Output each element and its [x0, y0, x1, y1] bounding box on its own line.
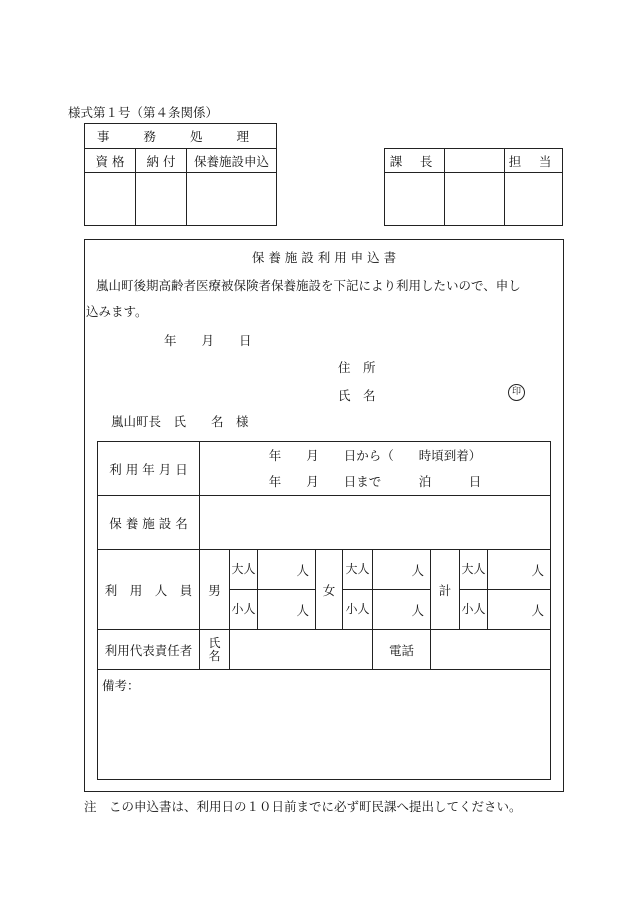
period-label: 利 用 年 月 日 [98, 442, 200, 496]
phone-cell [431, 630, 551, 670]
office-box-cell [136, 173, 187, 226]
users-label: 利 用 人 員 [98, 550, 200, 630]
address-label: 住 所 [338, 360, 376, 375]
representative-name-label: 氏名 [200, 630, 230, 670]
intro-text-line1: 嵐山町後期高齢者医療被保険者保養施設を下記により利用したいので、申し [96, 278, 521, 293]
name-label: 氏 名 [338, 388, 376, 403]
remarks-cell [98, 670, 551, 780]
seal-mark: 印 [508, 384, 525, 401]
application-date: 年 月 日 [164, 333, 252, 348]
remarks-label: 備考： [102, 678, 140, 693]
office-box-cell [187, 173, 277, 226]
phone-label: 電話 [373, 630, 431, 670]
form-title: 保 養 施 設 利 用 申 込 書 [251, 250, 397, 265]
office-box-header: 事 務 処 理 [85, 124, 277, 149]
office-box-payment: 納 付 [136, 149, 187, 173]
total-adult-count: 人 [488, 550, 551, 590]
office-box-cell [85, 173, 136, 226]
representative-name-cell [230, 630, 373, 670]
period-line2: 年 月 日まで 泊 日 [268, 473, 482, 489]
female-adult-label: 大人 [343, 550, 373, 590]
intro-text-line2: 込みます。 [86, 304, 148, 319]
footer-note: 注 この申込書は、利用日の１０日前までに必ず町民課へ提出してください。 [84, 799, 522, 814]
male-child-label: 小人 [230, 590, 258, 630]
male-adult-count: 人 [258, 550, 316, 590]
office-box-qualification: 資 格 [85, 149, 136, 173]
addressee: 嵐山町長 氏 名 様 [111, 414, 249, 429]
facility-label: 保 養 施 設 名 [98, 496, 200, 550]
period-line1: 年 月 日から（ 時頃到着） [268, 447, 482, 463]
approval-cell [445, 173, 505, 226]
representative-label: 利用代表責任者 [98, 630, 200, 670]
female-child-label: 小人 [343, 590, 373, 630]
approval-chief: 課 長 [385, 149, 445, 173]
female-label: 女 [316, 550, 343, 630]
female-adult-count: 人 [373, 550, 431, 590]
male-label: 男 [200, 550, 230, 630]
approval-blank [445, 149, 505, 173]
female-child-count: 人 [373, 590, 431, 630]
form-label: 様式第１号（第４条関係） [68, 105, 219, 120]
approval-box [384, 148, 563, 226]
approval-cell [385, 173, 445, 226]
details-table [97, 441, 551, 780]
male-child-count: 人 [258, 590, 316, 630]
male-adult-label: 大人 [230, 550, 258, 590]
total-child-label: 小人 [460, 590, 488, 630]
approval-cell [505, 173, 563, 226]
total-label: 計 [431, 550, 460, 630]
facility-name-cell [200, 496, 551, 550]
total-adult-label: 大人 [460, 550, 488, 590]
period-cell [200, 442, 551, 496]
office-processing-box [84, 123, 277, 226]
office-box-application: 保養施設申込 [187, 149, 277, 173]
total-child-count: 人 [488, 590, 551, 630]
approval-staff: 担 当 [505, 149, 563, 173]
